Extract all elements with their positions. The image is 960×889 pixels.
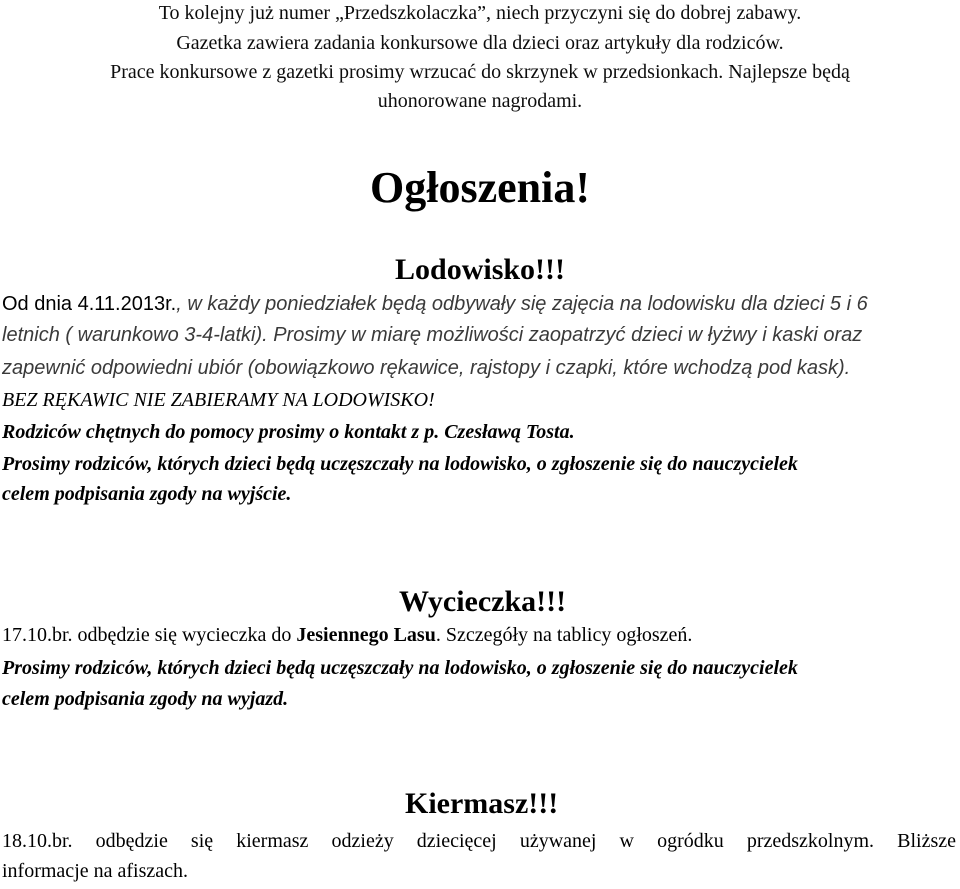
lodowisko-helpers: Rodziców chętnych do pomocy prosimy o kontakt z p. Czesławą Tosta. xyxy=(2,421,575,443)
wycieczka-text-a: 17.10.br. odbędzie się wycieczka do xyxy=(2,624,297,646)
kiermasz-line-2: informacje na afiszach. xyxy=(2,860,189,882)
announcements-title: Ogłoszenia! xyxy=(370,163,590,212)
wycieczka-place: Jesiennego Lasu xyxy=(296,624,436,646)
wycieczka-text-c: . Szczegóły na tablicy ogłoszeń. xyxy=(435,624,693,646)
intro-line-4: uhonorowane nagrodami. xyxy=(377,90,583,112)
intro-line-2: Gazetka zawiera zadania konkursowe dla dzieci oraz artykuły dla rodziców. xyxy=(176,32,784,54)
date-prefix: Od dnia xyxy=(2,293,78,315)
line-1-rest: , w każdy poniedziałek będą odbywały się zajęcia na lodowisku dla dzieci 5 i 6 xyxy=(176,293,868,315)
lodowisko-title: Lodowisko!!! xyxy=(395,253,566,286)
lodowisko-consent-2: celem podpisania zgody na wyjście. xyxy=(2,483,292,505)
lodowisko-consent-1: Prosimy rodziców, których dzieci będą uczęszczały na lodowisko, o zgłoszenie się do nauczycielek xyxy=(2,453,798,475)
lodowisko-line-3: zapewnić odpowiedni ubiór (obowiązkowo rękawice, rajstopy i czapki, które wchodzą pod kask). xyxy=(2,357,851,379)
intro-line-1: To kolejny już numer „Przedszkolaczka”, niech przyczyni się do dobrej zabawy. xyxy=(158,2,802,24)
lodowisko-warning: BEZ RĘKAWIC NIE ZABIERAMY NA LODOWISKO! xyxy=(2,389,435,411)
wycieczka-consent-1: Prosimy rodziców, których dzieci będą uczęszczały na lodowisko, o zgłoszenie się do nauczycielek xyxy=(2,657,798,679)
lodowisko-line-1 xyxy=(2,293,868,316)
intro-line-3: Prace konkursowe z gazetki prosimy wrzucać do skrzynek w przedsionkach. Najlepsze będą xyxy=(110,61,850,83)
kiermasz-title: Kiermasz!!! xyxy=(405,787,559,820)
lodowisko-line-2: letnich ( warunkowo 3-4-latki). Prosimy w miarę możliwości zaopatrzyć dzieci w łyżwy i kaski oraz xyxy=(2,324,863,346)
kiermasz-line-1: 18.10.br. odbędzie się kiermasz odzieży dziecięcej używanej w ogródku przedszkolnym. Bliższe xyxy=(2,830,956,852)
wycieczka-title: Wycieczka!!! xyxy=(399,585,567,618)
wycieczka-line-1 xyxy=(2,624,692,647)
wycieczka-consent-2: celem podpisania zgody na wyjazd. xyxy=(2,688,289,710)
date: 4.11.2013r. xyxy=(77,293,177,315)
